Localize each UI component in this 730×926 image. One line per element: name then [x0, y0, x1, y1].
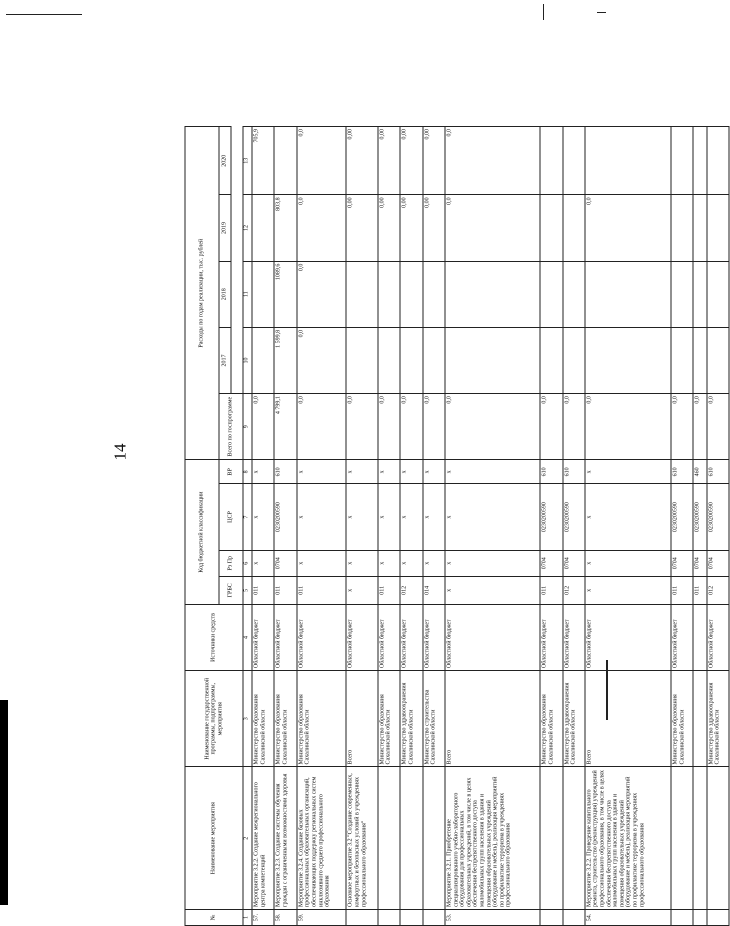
funding-source: Областной бюджет: [707, 604, 729, 670]
header-vr: ВР: [219, 460, 243, 484]
page-number: 14: [110, 443, 130, 461]
amount-2017: [671, 327, 693, 393]
table-row: [423, 127, 445, 926]
amount-2020: [585, 127, 671, 195]
header-no: №: [185, 909, 243, 925]
vr-code: x: [297, 460, 347, 484]
total-amount: 0,0: [297, 394, 347, 460]
row-number: [693, 909, 706, 925]
column-index-cell: 8: [243, 460, 252, 484]
executor: Министерство образования Сахалинской области: [671, 671, 693, 767]
activity-name: Мероприятие 3.2.3. Создание системы обучения граждан с ограниченными возможностями здоровья: [274, 767, 296, 910]
total-amount: 0,0: [346, 394, 377, 460]
vr-code: x: [445, 460, 540, 484]
grbs-code: 012: [707, 576, 729, 604]
amount-2017: [563, 327, 585, 393]
rzpr-code: x: [400, 550, 422, 576]
grbs-code: 011: [378, 576, 400, 604]
column-index-cell: 2: [243, 767, 252, 910]
vr-code: x: [252, 460, 274, 484]
funding-source: Областной бюджет: [445, 604, 540, 670]
rzpr-code: 0704: [707, 550, 729, 576]
amount-2017: [346, 327, 377, 393]
vr-code: x: [585, 460, 671, 484]
amount-2020: [671, 127, 693, 195]
vr-code: x: [346, 460, 377, 484]
table-row: [346, 127, 377, 926]
amount-2018: [671, 261, 693, 327]
vr-code: x: [423, 460, 445, 484]
amount-2018: 0,0: [297, 261, 347, 327]
table-row: [540, 127, 562, 926]
amount-2017: [252, 327, 274, 393]
vr-code: x: [378, 460, 400, 484]
activity-name: Основное мероприятие 3.2 "Создание современных, комфортных и безопасных условий в учреждениях профессионального образования": [346, 767, 377, 910]
rotated-table-container: [185, 126, 730, 926]
row-number: [423, 909, 445, 925]
amount-2020: [707, 127, 729, 195]
grbs-code: 011: [671, 576, 693, 604]
activity-name: [540, 767, 562, 910]
row-number: [346, 909, 377, 925]
rzpr-code: 0704: [693, 550, 706, 576]
amount-2019: [693, 195, 706, 261]
csr-code: 0230200590: [274, 484, 296, 550]
table-row: [671, 127, 693, 926]
amount-2020: 0,00: [346, 127, 377, 195]
amount-2017: [423, 327, 445, 393]
header-name: Наименование мероприятия: [185, 767, 243, 910]
total-amount: 0,0: [563, 394, 585, 460]
amount-2020: 0,0: [445, 127, 540, 195]
grbs-code: 012: [563, 576, 585, 604]
executor: Министерство здравоохранения Сахалинской области: [707, 671, 729, 767]
activity-name: [563, 767, 585, 910]
amount-2018: [378, 261, 400, 327]
vr-code: 610: [540, 460, 562, 484]
csr-code: x: [378, 484, 400, 550]
activity-name: Мероприятие 3.2.2. Создание межрегионального центра компетенций: [252, 767, 274, 910]
amount-2017: 1 599,8: [274, 327, 296, 393]
rzpr-code: x: [378, 550, 400, 576]
amount-2019: 0,00: [400, 195, 422, 261]
total-amount: 0,0: [252, 394, 274, 460]
amount-2018: [423, 261, 445, 327]
amount-2019: 0,0: [585, 195, 671, 261]
activity-name: [671, 767, 693, 910]
amount-2019: 0,0: [445, 195, 540, 261]
header-year-2019: 2019: [219, 195, 231, 261]
amount-2017: [445, 327, 540, 393]
executor: Министерство образования Сахалинской области: [274, 671, 296, 767]
funding-source: Областной бюджет: [274, 604, 296, 670]
column-index-cell: 11: [243, 261, 252, 327]
header-exec: Наименование государственной программы, подпрограммы, мероприятия: [185, 671, 243, 767]
amount-2020: 0,0: [297, 127, 347, 195]
amount-2018: [400, 261, 422, 327]
funding-source: Областной бюджет: [540, 604, 562, 670]
table-row: [707, 127, 729, 926]
funding-source: Областной бюджет: [297, 604, 347, 670]
total-amount: 0,0: [693, 394, 706, 460]
header-grbs: ГРБС: [219, 576, 243, 604]
rzpr-code: x: [346, 550, 377, 576]
rzpr-code: 0704: [274, 550, 296, 576]
vr-code: 610: [671, 460, 693, 484]
funding-source: Областной бюджет: [252, 604, 274, 670]
amount-2018: [563, 261, 585, 327]
table-row: [445, 127, 540, 926]
amount-2017: [400, 327, 422, 393]
amount-2020: 0,00: [378, 127, 400, 195]
activity-name: [400, 767, 422, 910]
amount-2019: [707, 195, 729, 261]
scan-artifact-top-line: [6, 14, 82, 15]
table-body: [252, 127, 729, 926]
csr-code: 0230200590: [671, 484, 693, 550]
column-index-row: [243, 127, 252, 926]
table-row: [274, 127, 296, 926]
executor: Министерство здравоохранения Сахалинской области: [400, 671, 422, 767]
total-amount: 0,0: [445, 394, 540, 460]
grbs-code: 011: [297, 576, 347, 604]
scan-artifact-top-tick: [543, 4, 544, 20]
table-row: [297, 127, 347, 926]
amount-2019: 803,8: [274, 195, 296, 261]
amount-2017: [378, 327, 400, 393]
amount-2019: 0,00: [378, 195, 400, 261]
table-row: [693, 127, 706, 926]
executor: Всего: [585, 671, 671, 767]
row-number: [400, 909, 422, 925]
funding-source: Областной бюджет: [585, 604, 671, 670]
row-number: [707, 909, 729, 925]
amount-2018: [540, 261, 562, 327]
amount-2019: [252, 195, 274, 261]
amount-2018: [693, 261, 706, 327]
amount-2020: [563, 127, 585, 195]
row-number: [563, 909, 585, 925]
executor: Министерство образования Сахалинской области: [297, 671, 347, 767]
amount-2017: [540, 327, 562, 393]
amount-2020: [540, 127, 562, 195]
csr-code: 0230200590: [563, 484, 585, 550]
header-source: Источники средств: [185, 604, 243, 670]
executor: Министерство образования Сахалинской области: [540, 671, 562, 767]
amount-2018: [585, 261, 671, 327]
amount-2017: [693, 327, 706, 393]
row-number: [540, 909, 562, 925]
executor: Министерство образования Сахалинской области: [378, 671, 400, 767]
executor: Министерство строительства Сахалинской области: [423, 671, 445, 767]
row-number: 57.: [252, 909, 274, 925]
amount-2019: 0,00: [423, 195, 445, 261]
column-index-cell: 1: [243, 909, 252, 925]
rzpr-code: x: [445, 550, 540, 576]
column-index-cell: 12: [243, 195, 252, 261]
row-number: 54.: [585, 909, 671, 925]
header-rzpr: Рз Пр: [219, 550, 243, 576]
amount-2017: [585, 327, 671, 393]
csr-code: 0230200590: [540, 484, 562, 550]
amount-2019: [540, 195, 562, 261]
csr-code: 0230200590: [693, 484, 706, 550]
amount-2018: [252, 261, 274, 327]
csr-code: x: [400, 484, 422, 550]
funding-source: Областной бюджет: [400, 604, 422, 670]
executor: [693, 671, 706, 767]
funding-source: Областной бюджет: [346, 604, 377, 670]
amount-2019: [671, 195, 693, 261]
funding-source: Областной бюджет: [563, 604, 585, 670]
amount-2018: 1089,6: [274, 261, 296, 327]
csr-code: x: [423, 484, 445, 550]
column-index-cell: 9: [243, 394, 252, 460]
total-amount: 0,0: [378, 394, 400, 460]
activity-name: [423, 767, 445, 910]
total-amount: 0,0: [585, 394, 671, 460]
rzpr-code: x: [423, 550, 445, 576]
amount-2017: [707, 327, 729, 393]
grbs-code: 012: [400, 576, 422, 604]
scan-artifact-left-bar: [0, 700, 8, 905]
total-amount: 0,0: [423, 394, 445, 460]
vr-code: 610: [707, 460, 729, 484]
column-index-cell: 4: [243, 604, 252, 670]
rzpr-code: x: [252, 550, 274, 576]
header-kbk: Код бюджетной классификации: [185, 460, 219, 605]
total-amount: 0,0: [707, 394, 729, 460]
amount-2018: [346, 261, 377, 327]
amount-2020: 0,00: [400, 127, 422, 195]
amount-2019: 0,00: [346, 195, 377, 261]
rzpr-code: 0704: [563, 550, 585, 576]
amount-2019: 0,0: [297, 195, 347, 261]
activity-name: Мероприятие 3.2.2. Проведение капитального ремонта, строительство (реконструкция) учреждений профессионального образования, в том числе в целях обеспечения беспрепятственного доступа маломобильных групп населения в здания и помещения образовательных учреждений (оборудование и мебель), реализация мероприятий по профилактике терроризма в учреждениях профессионального образования: [585, 767, 671, 910]
vr-code: 460: [693, 460, 706, 484]
activity-name: [693, 767, 706, 910]
table-row: [378, 127, 400, 926]
table-row: [585, 127, 671, 926]
grbs-code: 014: [423, 576, 445, 604]
executor: Всего: [445, 671, 540, 767]
grbs-code: x: [585, 576, 671, 604]
grbs-code: 011: [252, 576, 274, 604]
header-total: Всего по госпрограмме: [219, 394, 243, 460]
csr-code: x: [585, 484, 671, 550]
column-index-cell: 6: [243, 550, 252, 576]
activity-name: [707, 767, 729, 910]
grbs-code: 011: [540, 576, 562, 604]
activity-name: Мероприятие 3.2.1. Приобретение специализированного учебно-лабораторного оборудования для профессиональных образовательных учреждений, в том числе в целях обеспечения беспрепятственного доступа маломобильных групп населения в здания и помещения образовательных учреждений (оборудование и мебель), реализация мероприятий по профилактике терроризма в учреждениях профессионального образования: [445, 767, 540, 910]
csr-code: x: [252, 484, 274, 550]
row-number: [671, 909, 693, 925]
table-row: [563, 127, 585, 926]
row-number: 58.: [274, 909, 296, 925]
total-amount: 0,0: [671, 394, 693, 460]
amount-2020: [274, 127, 296, 195]
grbs-code: 011: [693, 576, 706, 604]
total-amount: 4 799,1: [274, 394, 296, 460]
header-year-2020: 2020: [219, 127, 231, 195]
column-index-cell: 7: [243, 484, 252, 550]
vr-code: 610: [563, 460, 585, 484]
funding-source: Областной бюджет: [423, 604, 445, 670]
funding-source: Областной бюджет: [671, 604, 693, 670]
amount-2019: [563, 195, 585, 261]
column-index-cell: 10: [243, 327, 252, 393]
total-amount: 0,0: [540, 394, 562, 460]
csr-code: x: [445, 484, 540, 550]
executor: Министерство здравоохранения Сахалинской области: [563, 671, 585, 767]
row-number: 59.: [297, 909, 347, 925]
column-index-cell: 3: [243, 671, 252, 767]
rzpr-code: 0704: [671, 550, 693, 576]
header-expenses: Расходы по годам реализации, тыс. рублей: [185, 127, 219, 460]
grbs-code: 011: [274, 576, 296, 604]
amount-2018: [707, 261, 729, 327]
budget-table: [185, 126, 730, 926]
executor: Всего: [346, 671, 377, 767]
column-index-cell: 5: [243, 576, 252, 604]
header-year-2017: 2017: [219, 327, 231, 393]
header-year-2018: 2018: [219, 261, 231, 327]
amount-2018: [445, 261, 540, 327]
executor: Министерство образования Сахалинской области: [252, 671, 274, 767]
funding-source: Областной бюджет: [378, 604, 400, 670]
amount-2017: 0,0: [297, 327, 347, 393]
row-number: 53.: [445, 909, 540, 925]
table-row: [400, 127, 422, 926]
scan-artifact-top-dash: [597, 12, 606, 13]
csr-code: x: [346, 484, 377, 550]
csr-code: 0230200590: [707, 484, 729, 550]
grbs-code: x: [445, 576, 540, 604]
column-index-cell: 13: [243, 127, 252, 195]
rzpr-code: x: [585, 550, 671, 576]
table-row: [252, 127, 274, 926]
rzpr-code: x: [297, 550, 347, 576]
row-number: [378, 909, 400, 925]
csr-code: x: [297, 484, 347, 550]
grbs-code: x: [346, 576, 377, 604]
amount-2020: 0,00: [423, 127, 445, 195]
funding-source: [693, 604, 706, 670]
total-amount: 0,0: [400, 394, 422, 460]
vr-code: x: [400, 460, 422, 484]
header-csr: ЦСР: [219, 484, 243, 550]
amount-2020: [693, 127, 706, 195]
amount-2020: 705,9: [252, 127, 274, 195]
activity-name: [378, 767, 400, 910]
activity-name: Мероприятие 3.2.4. Создание базовых профессиональных образовательных организаций, обеспечивающих поддержку региональных систем инклюзивного среднего профессионального образования: [297, 767, 347, 910]
vr-code: 610: [274, 460, 296, 484]
rzpr-code: 0704: [540, 550, 562, 576]
